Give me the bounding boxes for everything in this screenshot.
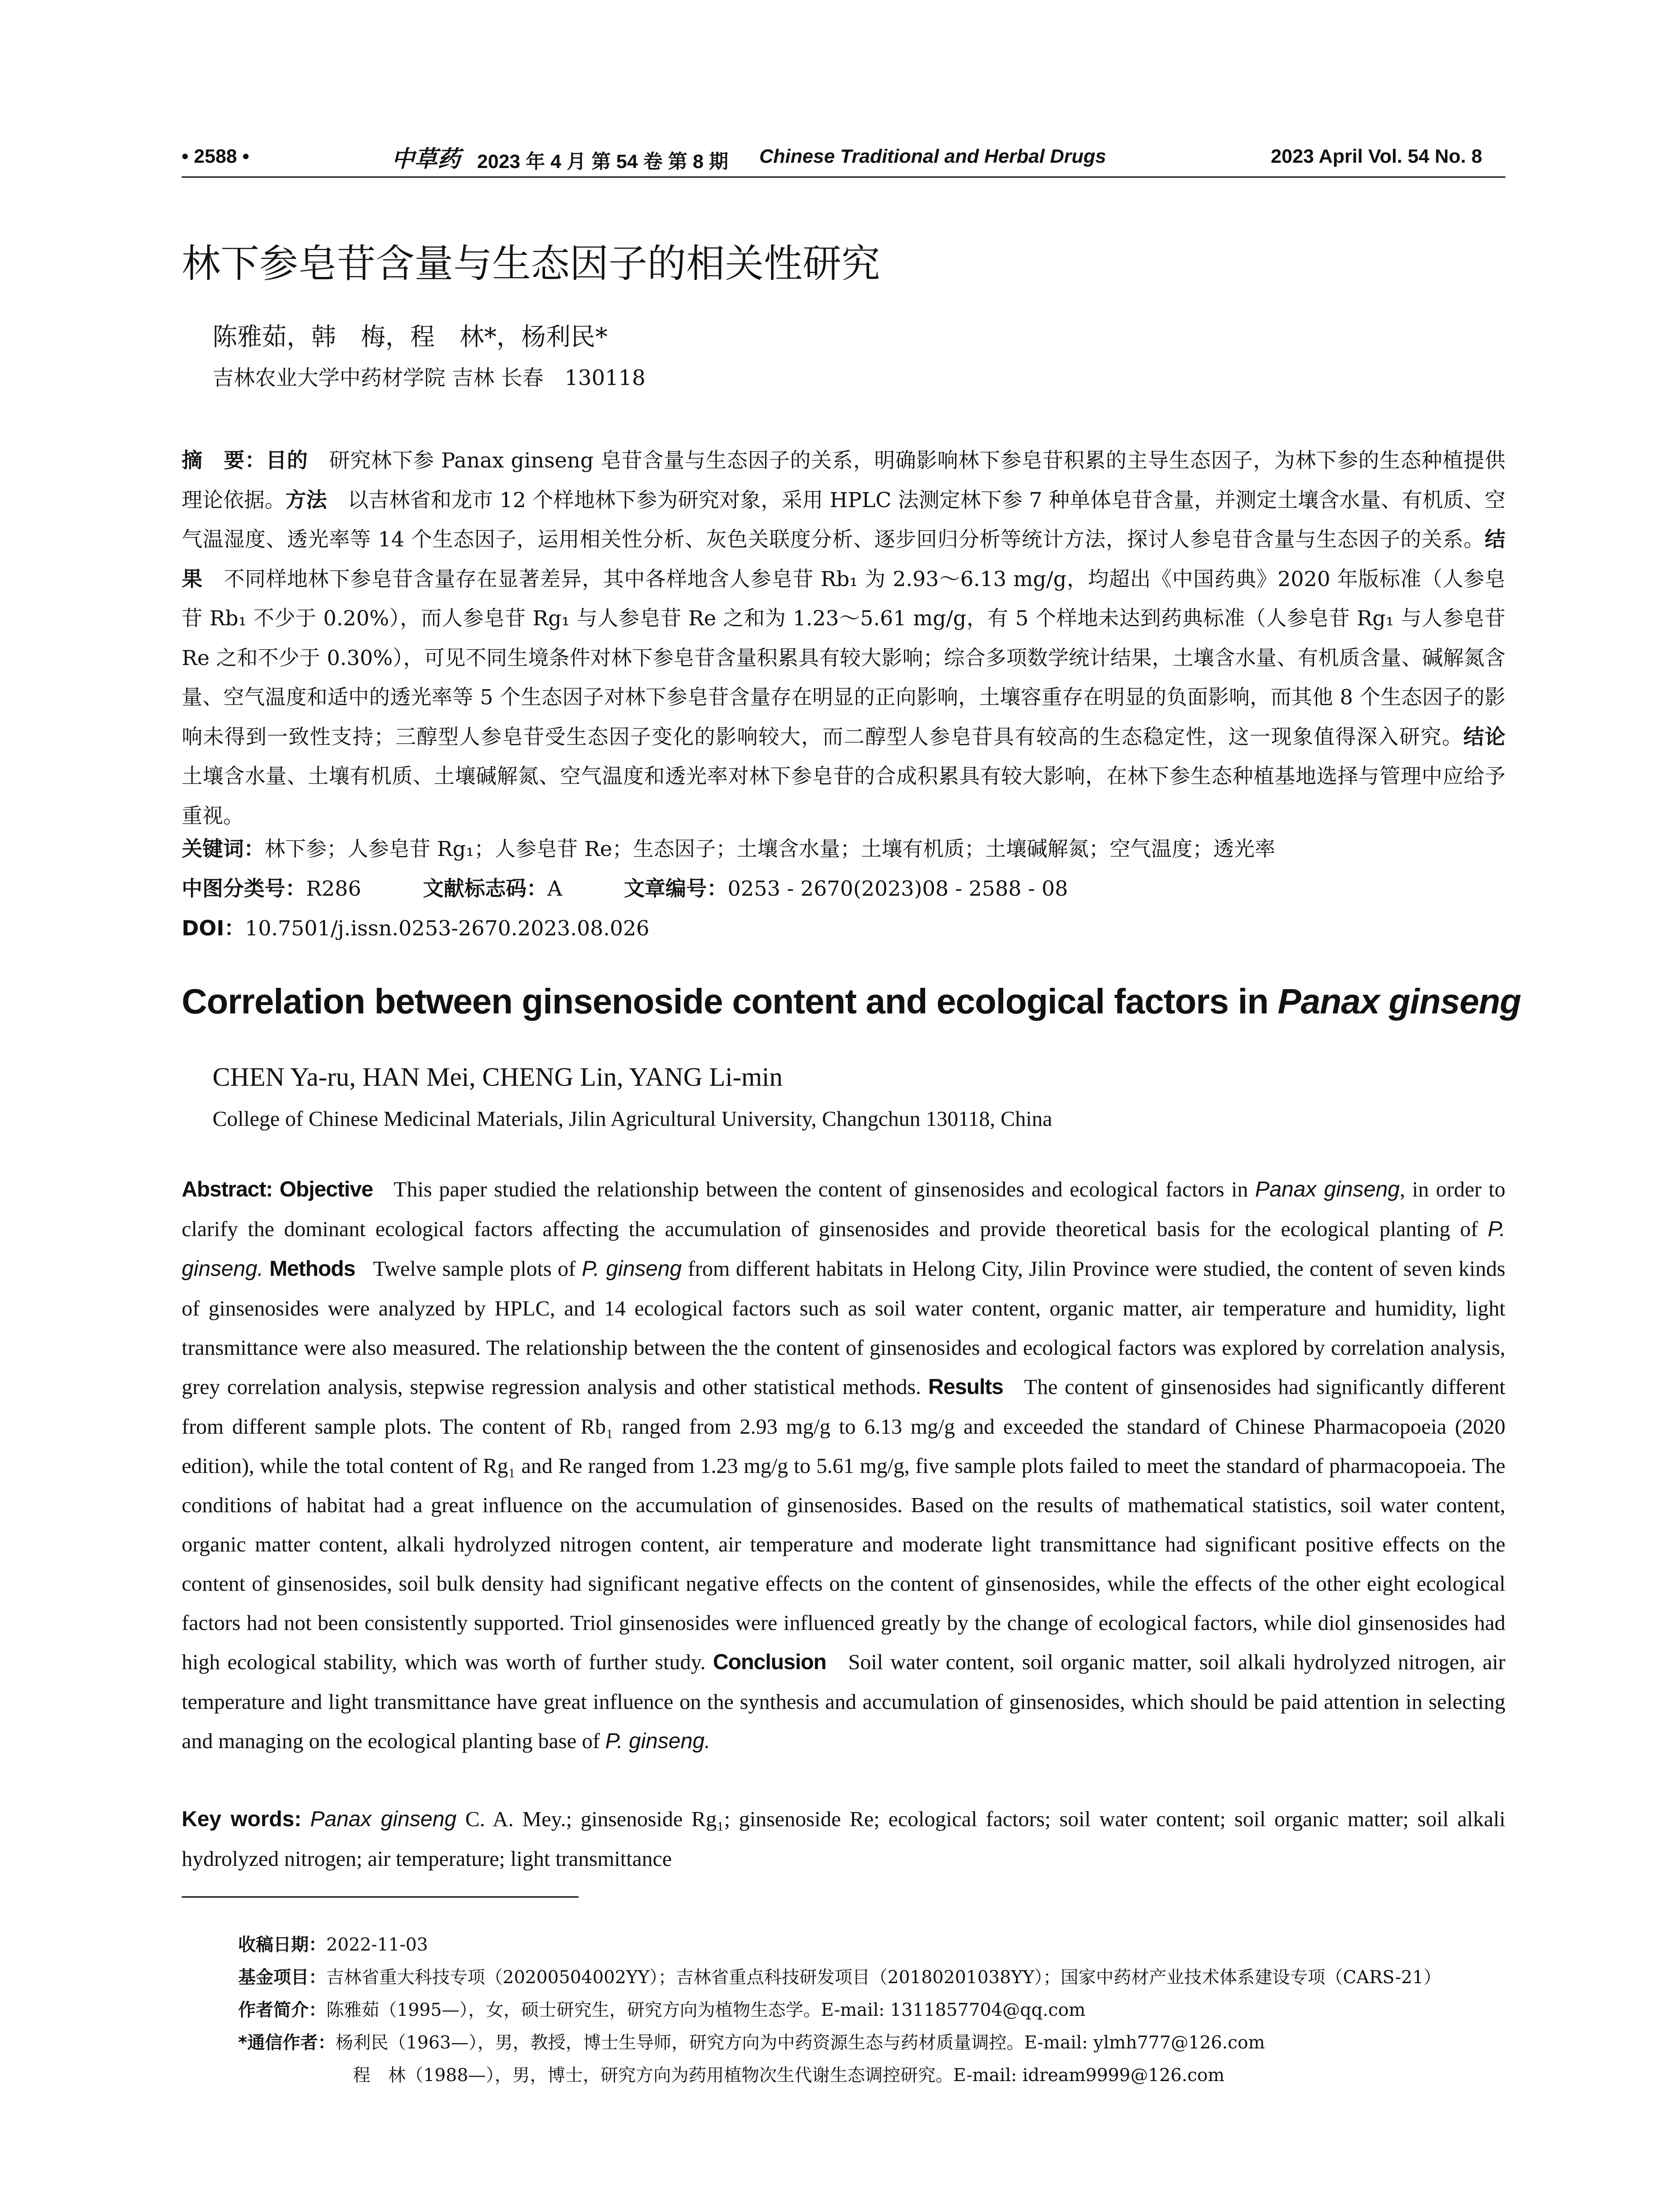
received-date: 2022-11-03 (326, 1935, 428, 1955)
conclusion-en-species: P. ginseng. (605, 1729, 711, 1753)
keywords-text-cn: 林下参；人参皂苷 Rg₁；人参皂苷 Re；生态因子；土壤含水量；土壤有机质；土壤碱解氮；空气温度；透光率 (265, 837, 1276, 861)
doccode-value: A (547, 877, 563, 901)
methods-en-species: P. ginseng (582, 1257, 682, 1281)
bio-text: 陈雅茹（1995—），女，硕士研究生，研究方向为植物生态学。E-mail: 1311857704@qq.com (326, 2000, 1086, 2020)
doi-line (182, 912, 650, 942)
keywords-label-en: Key words: (182, 1807, 302, 1831)
title-en-species: Panax ginseng (1277, 982, 1521, 1021)
running-header (182, 140, 1505, 173)
footnote-corr (238, 2029, 1265, 2054)
footnote-rule (182, 1896, 579, 1898)
title-cn: 林下参皂苷含量与生态因子的相关性研究 (182, 241, 881, 286)
conclusion-cn: 土壤含水量、土壤有机质、土壤碱解氮、空气温度和透光率对林下参皂苷的合成积累具有较大影响，在林下参生态种植基地选择与管理中应给予重视。 (182, 764, 1505, 828)
journal-name-en: Chinese Traditional and Herbal Drugs (759, 146, 1106, 167)
corr-label: *通信作者： (238, 2033, 336, 2053)
issue-cn: 2023 年 4 月 第 54 卷 第 8 期 (477, 151, 728, 172)
footnote-fund (238, 1963, 1441, 1988)
abstract-en (182, 1170, 1505, 1761)
results-cn: 不同样地林下参皂苷含量存在显著差异，其中各样地含人参皂苷 Rb₁ 为 2.93～6.13 mg/g，均超出《中国药典》2020 年版标准（人参皂苷 Rb₁ 不少于 0.20%），而人参皂苷 Rg₁ 与人参皂苷 Re 之和为 1.23～5.61 mg/g，有 5 个样地未达到药典标准（人参皂苷 Rg₁ 与人参皂苷 Re 之和不少于 0.30%），可见不同生境条件对林下参皂苷含量积累具有较大影响；综合多项数学统计结果，土壤含水量、有机质含量、碱解氮含量、空气温度和适中的透光率等 5 个生态因子对林下参皂苷含量存在明显的正向影响，土壤容重存在明显的负面影响，而其他 8 个生态因子的影响未得到一致性支持；三醇型人参皂苷受生态因子变化的影响较大，而二醇型人参皂苷具有较高的生态稳定性，这一现象值得深入研究。 (182, 567, 1506, 749)
articleno-label: 文章编号： (624, 877, 728, 901)
received-label: 收稿日期： (238, 1935, 326, 1955)
doi-label: DOI： (182, 916, 245, 941)
authors-cn: 陈雅茹，韩 梅，程 林*，杨利民* (213, 323, 608, 351)
keywords-label-cn: 关键词： (182, 837, 265, 861)
abstract-label-en: Abstract: (182, 1177, 273, 1201)
title-en-main: Correlation between ginsenoside content and ecological factors in (182, 982, 1278, 1021)
doccode-label: 文献标志码： (423, 877, 548, 901)
footnote-corr-2: 程 林（1988—），男，博士，研究方向为药用植物次生代谢生态调控研究。E-mail: idream9999@126.com (353, 2065, 1225, 2085)
doi-value: 10.7501/j.issn.0253-2670.2023.08.026 (245, 916, 650, 941)
affiliation-en: College of Chinese Medicinal Materials, Jilin Agricultural University, Changchun 130118, China (213, 1106, 1053, 1131)
results-label-en: Results (928, 1375, 1004, 1399)
corr-author-1: 杨利民（1963—），男，教授，博士生导师，研究方向为中药资源生态与药材质量调控。E-mail: ylmh777@126.com (335, 2033, 1265, 2053)
objective-en-1: This paper studied the relationship between the content of ginsenosides and ecological factors in (393, 1177, 1255, 1201)
keywords-en-species: Panax ginseng (310, 1807, 457, 1831)
articleno-value: 0253 - 2670(2023)08 - 2588 - 08 (728, 877, 1068, 901)
clc-label: 中图分类号： (182, 877, 306, 901)
methods-label-cn: 方法 (285, 488, 327, 512)
conclusion-label-en: Conclusion (713, 1650, 826, 1674)
methods-en-1: Twelve sample plots of (373, 1256, 582, 1281)
objective-label-en: Objective (280, 1177, 373, 1201)
issue-en: 2023 April Vol. 54 No. 8 (1271, 146, 1482, 167)
objective-en-species-2: P. ginseng. (182, 1217, 1505, 1281)
objective-en-2: , in order to clarify the dominant ecological factors affecting the accumulation of ginsenosides and provide theoretical basis for the ecological planting of (182, 1177, 1505, 1241)
results-en: The content of ginsenosides had significantly different from different sample plots. The content of Rb₁ ranged from 2.93 mg/g to 6.13 mg/g and exceeded the standard of Chinese Pharmacopoeia (2020 edition), while the total content of Rg₁ and Re ranged from 1.23 mg/g to 5.61 mg/g, five sample plots failed to meet the standard of pharmacopoeia. The conditions of habitat had a great influence on the accumulation of ginsenosides. Based on the results of mathematical statistics, soil water content, organic matter content, alkali hydrolyzed nitrogen content, air temperature and moderate light transmittance had significant positive effects on the content of ginsenosides, soil bulk density had significant negative effects on the content of ginsenosides, while the effects of the other eight ecological factors had not been consistently supported. Triol ginsenosides were influenced greatly by the change of ecological factors, while diol ginsenosides had high ecological stability, which was worth of further study. (182, 1375, 1505, 1674)
keywords-cn (182, 833, 1275, 862)
clc-value: R286 (306, 877, 362, 901)
authors-en: CHEN Ya-ru, HAN Mei, CHENG Lin, YANG Li-min (213, 1062, 783, 1091)
objective-label-cn: 目的 (265, 448, 308, 473)
keywords-text-en: C. A. Mey.; ginsenoside Rg₁; ginsenoside Re; ecological factors; soil water content; soil organic matter; soil alkali hydrolyzed nitrogen; air temperature; light transmittance (182, 1807, 1505, 1871)
methods-en-2: from different habitats in Helong City, Jilin Province were studied, the content of seven kinds of ginsenosides were analyzed by HPLC, and 14 ecological factors such as soil water content, organic matter, air temperature and humidity, light transmittance were also measured. The relationship between the the content of ginsenosides and ecological factors was explored by correlation analysis, grey correlation analysis, stepwise regression analysis and other statistical methods. (182, 1256, 1505, 1399)
abstract-cn (182, 441, 1505, 836)
affiliation-cn: 吉林农业大学中药材学院 吉林 长春 130118 (213, 366, 646, 390)
objective-cn: 研究林下参 Panax ginseng 皂苷含量与生态因子的关系，明确影响林下参皂苷积累的主导生态因子，为林下参的生态种植提供理论依据。 (182, 448, 1506, 512)
keywords-en (182, 1799, 1505, 1878)
fund-text: 吉林省重大科技专项（20200504002YY）；吉林省重点科技研发项目（20180201038YY）；国家中药材产业技术体系建设专项（CARS-21） (326, 1967, 1441, 1988)
fund-label: 基金项目： (238, 1967, 326, 1988)
page-number: • 2588 • (182, 146, 250, 167)
methods-label-en: Methods (269, 1257, 355, 1281)
conclusion-label-cn: 结论 (1463, 725, 1506, 749)
title-en (182, 981, 1521, 1022)
abstract-label-cn: 摘 要： (182, 448, 266, 473)
footnote-received (238, 1931, 428, 1956)
bio-label: 作者简介： (238, 2000, 326, 2020)
footnote-bio (238, 1996, 1086, 2021)
conclusion-en: Soil water content, soil organic matter, soil alkali hydrolyzed nitrogen, air temperature and light transmittance have great influence on the synthesis and accumulation of ginsenosides, which should be paid attention in selecting and managing on the ecological planting base of (182, 1650, 1505, 1753)
classification-line (182, 872, 1068, 902)
results-label-cn: 结果 (182, 527, 1505, 591)
methods-cn: 以吉林省和龙市 12 个样地林下参为研究对象，采用 HPLC 法测定林下参 7 种单体皂苷含量，并测定土壤含水量、有机质、空气温湿度、透光率等 14 个生态因子，运用相关性分析、灰色关联度分析、逐步回归分析等统计方法，探讨人参皂苷含量与生态因子的关系。 (182, 488, 1505, 552)
journal-name-cn: 中草药 (392, 146, 461, 172)
objective-en-species: Panax ginseng (1255, 1177, 1400, 1201)
header-rule (182, 176, 1505, 178)
